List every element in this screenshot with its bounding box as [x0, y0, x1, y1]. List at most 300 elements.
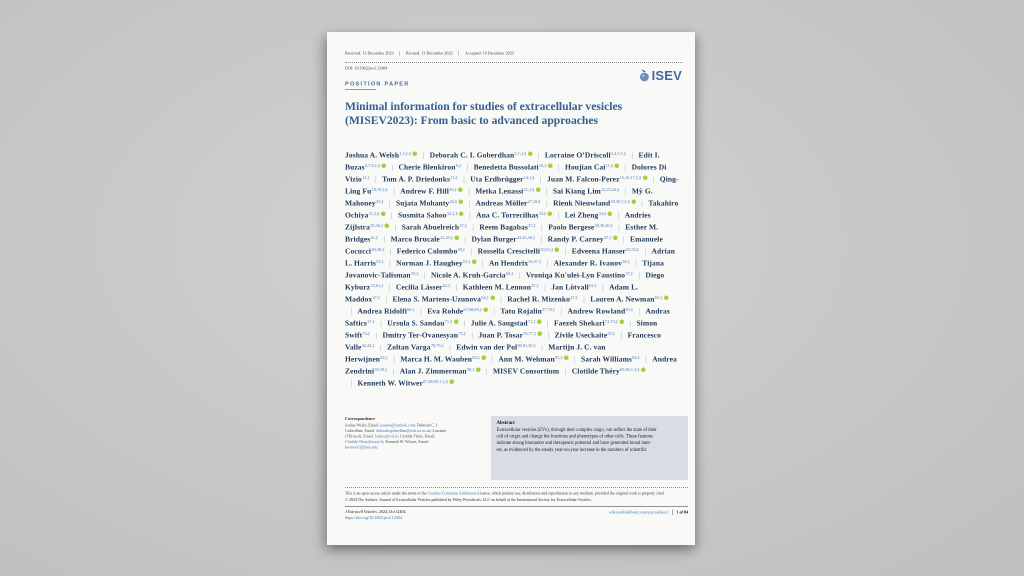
text-run: ; Kenneth W. Witwer, Email: [383, 439, 429, 444]
text-run: This is an open access article under the terms of the [345, 491, 428, 496]
author-name: Andras Saftics [345, 307, 670, 328]
orcid-icon[interactable] [631, 200, 636, 205]
article-title [345, 100, 690, 128]
author-separator: | [449, 343, 451, 352]
author-affiliations: 87,88,89,†,‡,§ [423, 379, 448, 384]
author-separator: | [560, 307, 563, 316]
orcid-icon[interactable] [613, 236, 618, 241]
text-run: License, which permits use, distribution and reproduction in any medium, provided the original work is properly cited. [476, 491, 665, 496]
author-affiliations: 71,‡ [444, 319, 453, 324]
author-entry [382, 332, 465, 340]
author-name: Paolo Bergese [548, 223, 595, 232]
author-entry [572, 248, 639, 256]
author-name: Lorraine O’Driscoll [544, 151, 611, 160]
author-name: Rachel R. Mizenko [507, 295, 571, 304]
author-entry [400, 356, 486, 364]
author-entry [398, 164, 461, 172]
author-separator: | [383, 235, 386, 244]
orcid-icon[interactable] [385, 224, 390, 229]
author-separator: | [644, 247, 646, 256]
orcid-icon[interactable] [459, 212, 464, 217]
author-separator: | [545, 187, 548, 196]
author-affiliations: 13,‡ [450, 175, 458, 180]
author-entry [474, 164, 553, 172]
author-name: Edwin van der Pol [456, 343, 518, 352]
author-name: Sujata Mohanty [395, 199, 450, 208]
author-affiliations: 6,7,8,‡,§ [364, 163, 380, 168]
author-entry [382, 176, 458, 184]
title-line-2: (MISEV2023): From basic to advanced approaches [345, 114, 599, 128]
author-entry [345, 152, 417, 160]
orcid-icon[interactable] [413, 152, 418, 157]
author-affiliations: 65,‡ [625, 307, 634, 312]
abstract-box [491, 416, 688, 480]
page-footer [345, 487, 688, 549]
text-run: © 2024 The Authors. [345, 497, 380, 502]
doi-text: DOI: 10.1002/jev2.12404 [345, 66, 388, 71]
orcid-icon[interactable] [538, 332, 543, 337]
author-name: Sarah Abuelreich [401, 223, 460, 232]
author-entry [476, 200, 541, 208]
author-separator: | [564, 367, 567, 376]
author-separator: | [635, 259, 637, 268]
author-affiliations: 35,36,‡ [370, 223, 384, 228]
orcid-icon[interactable] [481, 356, 486, 361]
author-separator: | [389, 247, 392, 256]
abstract-line: indicate strong biomarker and therapeutic potential and have generated broad inter- [496, 440, 652, 446]
author-separator: | [471, 331, 473, 340]
author-affiliations: 60,‡ [505, 271, 514, 276]
orcid-icon[interactable] [454, 320, 459, 325]
author-name: Andrea Zendrini [345, 355, 677, 376]
author-entry [396, 200, 463, 208]
author-affiliations: 9,‡ [455, 163, 462, 168]
dotted-rule [345, 62, 683, 63]
isev-logo-text: ISEV [651, 68, 682, 83]
author-separator: | [493, 307, 495, 316]
divider [672, 509, 673, 515]
isev-logo [639, 68, 682, 83]
author-entry [500, 308, 555, 316]
author-affiliations: 20,‡ [449, 187, 457, 192]
orcid-icon[interactable] [381, 212, 386, 217]
author-name: Andreas Möller [475, 199, 528, 208]
accepted-date: Accepted: 19 December 2023 [465, 51, 514, 56]
author-separator: | [629, 319, 631, 328]
author-affiliations: 54,‡ [376, 259, 384, 264]
author-affiliations: 55,‡ [462, 259, 471, 264]
author-affiliations: 56,57,‡ [528, 259, 542, 264]
text-run: Joshua Welsh, Email: [345, 423, 380, 428]
author-affiliations: 53,61,‡ [370, 283, 384, 288]
author-affiliations: 42,43,‡ [440, 235, 453, 240]
author-name: Adam L. Maddox [345, 283, 639, 304]
author-entry [471, 320, 542, 328]
email-link[interactable]: Clotilde.Thery@curie.fr [345, 439, 384, 444]
orcid-icon[interactable] [472, 260, 477, 265]
email-link[interactable]: joadwe@outlook.com [379, 423, 415, 428]
article-type [345, 81, 745, 99]
author-separator: | [544, 283, 546, 292]
author-affiliations: 21,‡,§ [523, 187, 535, 192]
author-separator: | [583, 295, 585, 304]
author-affiliations: 3,4,5,†,‡ [610, 151, 626, 156]
author-affiliations: 32,‡,§ [446, 211, 458, 216]
author-affiliations: 67,68,69,‡ [463, 307, 482, 312]
author-entry [463, 284, 539, 292]
orcid-icon[interactable] [536, 188, 541, 193]
author-separator: | [393, 355, 395, 364]
author-affiliations: 44,45,46,‡ [516, 235, 536, 240]
orcid-icon[interactable] [381, 164, 386, 169]
author-name: Randy P. Carney [547, 235, 604, 244]
author-separator: | [557, 211, 560, 220]
author-separator: | [540, 175, 542, 184]
author-name: Juan P. Tosar [478, 331, 524, 340]
correspondence-text [345, 423, 451, 451]
text-run: Journal of Extracellular Vesicles [379, 497, 431, 502]
citation-journal: J Extracell Vesicles. [345, 509, 378, 514]
author-affiliations: 37,‡ [367, 319, 375, 324]
author-affiliations: 65,‡ [607, 331, 616, 336]
author-entry [400, 368, 481, 376]
author-affiliations: 37,‡ [625, 271, 633, 276]
author-name: Sai Kiang Lim [552, 187, 601, 196]
author-affiliations: 63,‡ [589, 283, 597, 288]
author-affiliations: 29,30,†,‡,§ [610, 199, 630, 204]
author-affiliations: 14,‡,§ [523, 175, 535, 180]
author-entry [396, 260, 476, 268]
orcid-icon[interactable] [483, 308, 488, 313]
author-name: Ursula S. Sandau [387, 319, 445, 328]
author-separator: | [638, 271, 640, 280]
abstract-heading: Abstract [496, 420, 515, 426]
abstract-line: Extracellular vesicles (EVs), through their complex cargo, can reflect the state of their [496, 427, 657, 433]
orcid-icon[interactable] [548, 212, 553, 217]
author-affiliations: 25,§ [375, 199, 384, 204]
author-separator: | [574, 355, 576, 364]
author-separator: | [541, 223, 543, 232]
author-affiliations: 47,‡ [570, 295, 578, 300]
abstract-line: est, as evidenced by the steady year-on-year increase in the numbers of scientific [496, 447, 647, 453]
dotted-rule [345, 487, 688, 488]
author-separator: | [468, 199, 471, 208]
author-entry [554, 260, 630, 268]
author-affiliations: 12,‡ [362, 175, 370, 180]
author-separator: | [392, 367, 395, 376]
author-separator: | [620, 331, 623, 340]
author-affiliations: 18,19,‡,§ [371, 187, 388, 192]
author-name: An Hendrix [488, 259, 529, 268]
author-name: Alan J. Zimmerman [399, 367, 467, 376]
author-affiliations: 15,16,17,‡,§ [619, 175, 642, 180]
author-entry [554, 320, 624, 328]
author-entry [507, 296, 578, 304]
meta-row [345, 416, 688, 480]
author-name: Adrian L. Harris [345, 247, 675, 268]
author-separator: | [463, 319, 466, 328]
author-affiliations: 78,79,‡ [430, 343, 444, 348]
author-separator: | [481, 259, 484, 268]
orcid-icon[interactable] [537, 320, 542, 325]
author-affiliations: 48,‡ [457, 247, 466, 252]
author-name: MISEV Consortium [492, 367, 560, 376]
author-entry [581, 356, 640, 364]
author-name: Zoltan Varga [387, 343, 431, 352]
orcid-icon[interactable] [449, 380, 454, 385]
text-run: ; Lorraine O'Driscoll, Email: [345, 428, 447, 439]
author-name: Norman J. Haughey [396, 259, 463, 268]
author-separator: | [422, 151, 425, 160]
orcid-icon[interactable] [564, 356, 569, 361]
author-name: Andrea Ridolfi [357, 307, 407, 316]
doi-url-link[interactable]: https://doi.org/10.1002/jev2.12404 [345, 515, 402, 520]
author-name: Nicole A. Kruh-Garcia [430, 271, 506, 280]
author-affiliations: 41,‡ [370, 235, 379, 240]
orcid-icon[interactable] [476, 368, 481, 373]
author-separator: | [546, 259, 549, 268]
author-name: Cecilia Lässer [395, 283, 443, 292]
author-entry [479, 224, 535, 232]
author-separator: | [500, 295, 502, 304]
text-run: ; Deborah C. I. Goberdhan, Email: [345, 423, 439, 433]
orcid-icon[interactable] [608, 212, 613, 217]
author-separator: | [558, 163, 560, 172]
author-entry [548, 224, 613, 232]
citation-volume: 2024;13:e12404. [377, 509, 407, 514]
author-separator: | [375, 175, 377, 184]
author-separator: | [391, 211, 393, 220]
author-affiliations: 26,§ [449, 199, 458, 204]
author-name: Francesco Valle [345, 331, 661, 352]
author-separator: | [380, 343, 382, 352]
author-name: Mỹ G. Mahoney [345, 187, 653, 208]
author-entry [572, 368, 646, 376]
author-affiliations: 47,70,‡ [542, 307, 556, 312]
author-name: Cherie Blenkiron [398, 163, 456, 172]
author-entry [493, 368, 559, 376]
author-affiliations: 58,‡ [466, 367, 475, 372]
author-separator: | [547, 331, 550, 340]
author-affiliations: 66,‡ [407, 307, 415, 312]
author-affiliations: 84,‡ [632, 355, 640, 360]
author-entry [400, 188, 462, 196]
author-entry [548, 236, 618, 244]
journal-website-link[interactable]: wileyonlinelibrary.com/journal/jev2 [608, 509, 668, 515]
orcid-icon[interactable] [555, 248, 560, 253]
author-entry [430, 152, 533, 160]
author-name: Kenneth W. Witwer [357, 379, 423, 388]
author-name: Esther M. Bridges [345, 223, 659, 244]
author-separator: | [350, 307, 353, 316]
author-separator: | [464, 235, 466, 244]
author-name: Benedetta Bussolati [473, 163, 539, 172]
author-separator: | [394, 223, 397, 232]
author-name: Elena S. Martens-Uzunova [392, 295, 481, 304]
document-page [327, 32, 695, 545]
author-separator: | [380, 319, 382, 328]
author-entry [498, 356, 568, 364]
author-entry [568, 308, 634, 316]
author-entry [396, 284, 450, 292]
author-entry [476, 212, 552, 220]
author-entry [565, 212, 612, 220]
orcid-icon[interactable] [454, 236, 459, 241]
author-name: Tijana Jovanovic-Talisman [345, 259, 664, 280]
author-name: Emanuele Cocucci [345, 235, 663, 256]
email-link[interactable]: lodrisc@tcd.ie [374, 434, 398, 439]
text-run: ; Clotilde Théry, Email: [397, 434, 436, 439]
author-affiliations: 1,†,‡,§ [399, 151, 412, 156]
author-separator: | [470, 247, 473, 256]
author-entry [427, 308, 488, 316]
author-affiliations: 38,39,40,‡ [594, 223, 613, 228]
author-list [345, 150, 683, 410]
author-name: Deborah C. I. Goberdhan [429, 151, 515, 160]
author-affiliations: 37,‡ [531, 283, 539, 288]
author-entry [456, 344, 535, 352]
orcid-icon[interactable] [664, 296, 669, 301]
email-link[interactable]: kwitwer1@jhmi.edu [345, 445, 378, 450]
author-separator: | [391, 163, 393, 172]
author-name: Dmitry Ter-Ovanesyan [382, 331, 459, 340]
orcid-icon[interactable] [528, 152, 533, 157]
author-separator: | [375, 331, 377, 340]
author-entry [565, 164, 619, 172]
author-affiliations: 2,†,‡,§ [514, 151, 527, 156]
author-name: Tom A. P. Driedonks [382, 175, 450, 184]
author-entry [387, 344, 444, 352]
author-affiliations: 27,28,§ [527, 199, 541, 204]
author-affiliations: 50,51,‡ [540, 247, 554, 252]
cc-license-link[interactable]: Creative Commons Attribution [427, 491, 477, 496]
author-separator: | [618, 223, 620, 232]
author-entry [398, 212, 464, 220]
correspondence-heading: Correspondence [345, 416, 375, 421]
text-run: published by Wiley Periodicals, LLC on behalf of the International Society for Extracellular Vesicles. [430, 497, 592, 502]
author-affiliations: 71,‡ [527, 319, 536, 324]
author-separator: | [455, 283, 458, 292]
author-affiliations: 37,‡ [459, 223, 467, 228]
divider [400, 51, 401, 56]
author-name: Lei Zheng [564, 211, 599, 220]
article-type-underline [345, 89, 376, 90]
author-separator: | [641, 199, 643, 208]
author-name: Eva Rohde [427, 307, 464, 316]
author-name: Joshua A. Welsh [345, 151, 400, 160]
author-separator: | [463, 175, 465, 184]
author-affiliations: 74,‡ [362, 331, 370, 336]
orcid-icon[interactable] [641, 368, 646, 373]
author-name: Dylan Burger [471, 235, 517, 244]
author-separator: | [624, 187, 627, 196]
doi-line [345, 66, 683, 75]
orcid-icon[interactable] [643, 176, 648, 181]
author-entry [478, 332, 542, 340]
citation-block [345, 509, 407, 520]
orcid-icon[interactable] [619, 320, 624, 325]
author-affiliations: 42,43,‡ [361, 343, 375, 348]
author-name: Metka Lenassi [475, 187, 524, 196]
author-separator: | [491, 355, 493, 364]
author-affiliations: 38,39,‡ [374, 367, 388, 372]
author-name: Vroniqa Ku'ulei-Lyn Faustino [525, 271, 626, 280]
author-name: Simon Swift [345, 319, 658, 340]
author-affiliations: 34,§ [598, 211, 607, 216]
author-separator: | [631, 151, 634, 160]
isev-vesicle-icon [639, 69, 650, 82]
author-name: Rienk Nieuwland [553, 199, 611, 208]
author-separator: | [546, 319, 549, 328]
author-affiliations: 62,‡ [442, 283, 451, 288]
author-entry [475, 188, 540, 196]
author-name: Faezeh Shekari [553, 319, 605, 328]
author-entry [553, 188, 620, 196]
orcid-icon[interactable] [459, 200, 464, 205]
author-separator: | [541, 343, 543, 352]
author-name: Tatu Rojalin [500, 307, 542, 316]
author-separator: | [466, 163, 469, 172]
author-separator: | [469, 211, 471, 220]
author-entry [478, 248, 560, 256]
author-affiliations: 31,‡,§ [368, 211, 380, 216]
author-separator: | [350, 379, 353, 388]
author-separator: | [388, 283, 391, 292]
author-affiliations: 37,‡ [372, 295, 381, 300]
author-entry [526, 272, 633, 280]
author-entry [431, 272, 513, 280]
author-name: Sarah Williams [581, 355, 632, 364]
orcid-icon[interactable] [615, 164, 620, 169]
author-separator: | [638, 307, 641, 316]
author-affiliations: 80,81,30,‡ [517, 343, 536, 348]
divider [459, 51, 460, 56]
author-entry [402, 224, 467, 232]
author-separator: | [388, 199, 391, 208]
author-entry [471, 236, 535, 244]
author-name: Marca H. M. Wauben [400, 355, 473, 364]
author-name: Qing-Ling Fu [345, 175, 679, 196]
author-entry [545, 152, 626, 160]
author-separator: | [393, 187, 395, 196]
author-name: Andrew Rowland [567, 307, 626, 316]
author-separator: | [537, 151, 540, 160]
author-entry [397, 248, 465, 256]
author-affiliations: 48,49,‡ [371, 247, 385, 252]
author-separator: | [385, 295, 388, 304]
author-name: Kathleen M. Lennon [462, 283, 531, 292]
author-name: Reem Bagabas [479, 223, 528, 232]
author-affiliations: 47,‡ [603, 235, 612, 240]
author-affiliations: 37,‡ [528, 223, 536, 228]
article-type-label: POSITION PAPER [345, 81, 410, 87]
author-name: Marco Brucale [390, 235, 440, 244]
author-separator: | [540, 235, 543, 244]
author-name: Ann M. Wehman [498, 355, 555, 364]
orcid-icon[interactable] [490, 296, 495, 301]
author-separator: | [602, 283, 604, 292]
author-separator: | [420, 307, 422, 316]
author-name: Susmita Sahoo [398, 211, 447, 220]
author-name: Diego Kyburz [345, 271, 665, 292]
author-name: Houjian Cai [565, 163, 606, 172]
author-affiliations: 72,73,‡ [605, 319, 618, 324]
email-link[interactable]: deborah.goberdhan@wrh.ox.ac.uk [376, 428, 431, 433]
author-affiliations: 11,§ [605, 163, 614, 168]
orcid-icon[interactable] [548, 164, 553, 169]
orcid-icon[interactable] [458, 188, 463, 193]
author-separator: | [622, 235, 625, 244]
